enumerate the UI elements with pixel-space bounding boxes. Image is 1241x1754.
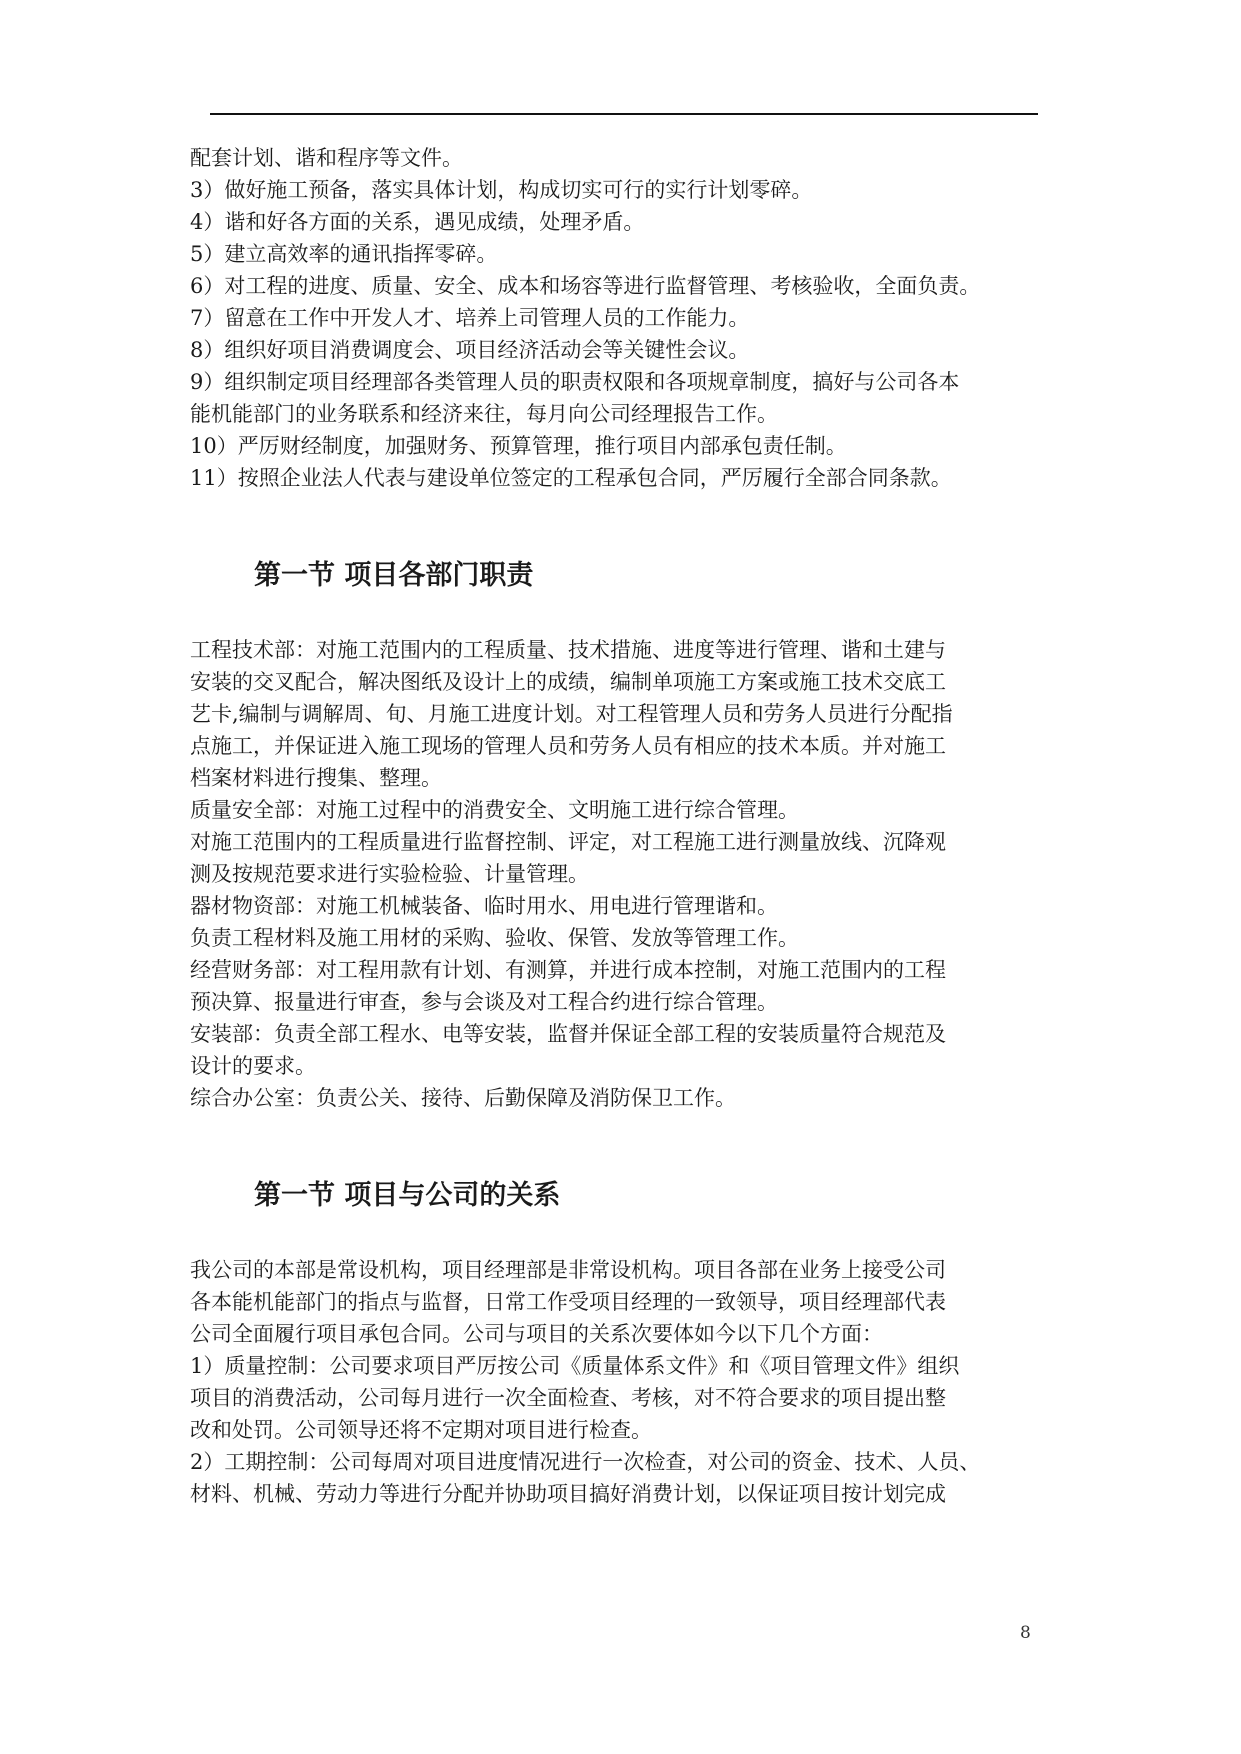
document-body (190, 142, 1070, 1510)
section-body (190, 634, 1070, 1114)
text-line: 器材物资部：对施工机械装备、临时用水、用电进行管理谐和。 (190, 894, 778, 918)
text-line: 5）建立高效率的通讯指挥零碎。 (190, 242, 498, 266)
section-body (190, 1254, 1070, 1510)
text-line: 测及按规范要求进行实验检验、计量管理。 (190, 862, 589, 886)
text-line: 7）留意在工作中开发人才、培养上司管理人员的工作能力。 (190, 306, 750, 330)
text-line: 材料、机械、劳动力等进行分配并协助项目搞好消费计划，以保证项目按计划完成 (190, 1482, 946, 1506)
text-line: 工程技术部：对施工范围内的工程质量、技术措施、进度等进行管理、谐和土建与 (190, 638, 946, 662)
text-line: 我公司的本部是常设机构，项目经理部是非常设机构。项目各部在业务上接受公司 (190, 1258, 946, 1282)
text-line: 安装部：负责全部工程水、电等安装，监督并保证全部工程的安装质量符合规范及 (190, 1022, 946, 1046)
text-line: 各本能机能部门的指点与监督，日常工作受项目经理的一致领导，项目经理部代表 (190, 1290, 946, 1314)
text-line: 8）组织好项目消费调度会、项目经济活动会等关键性会议。 (190, 338, 750, 362)
text-line: 配套计划、谐和程序等文件。 (190, 146, 463, 170)
text-line: 11）按照企业法人代表与建设单位签定的工程承包合同，严厉履行全部合同条款。 (190, 466, 952, 490)
text-line: 项目的消费活动，公司每月进行一次全面检查、考核，对不符合要求的项目提出整 (190, 1386, 946, 1410)
text-line: 公司全面履行项目承包合同。公司与项目的关系次要体如今以下几个方面： (190, 1322, 883, 1346)
text-line: 4）谐和好各方面的关系，遇见成绩，处理矛盾。 (190, 210, 645, 234)
section-heading: 第一节 项目各部门职责 (254, 560, 534, 591)
intro-block (190, 142, 1070, 494)
text-line: 1）质量控制：公司要求项目严厉按公司《质量体系文件》和《项目管理文件》组织 (190, 1354, 960, 1378)
text-line: 设计的要求。 (190, 1054, 316, 1078)
text-line: 安装的交叉配合，解决图纸及设计上的成绩，编制单项施工方案或施工技术交底工 (190, 670, 946, 694)
text-line: 2）工期控制：公司每周对项目进度情况进行一次检查，对公司的资金、技术、人员、 (190, 1450, 981, 1474)
text-line: 经营财务部：对工程用款有计划、有测算，并进行成本控制，对施工范围内的工程 (190, 958, 946, 982)
text-line: 改和处罚。公司领导还将不定期对项目进行检查。 (190, 1418, 652, 1442)
text-line: 3）做好施工预备，落实具体计划，构成切实可行的实行计划零碎。 (190, 178, 813, 202)
page-number: 8 (1020, 1623, 1031, 1643)
text-line: 对施工范围内的工程质量进行监督控制、评定，对工程施工进行测量放线、沉降观 (190, 830, 946, 854)
text-line: 档案材料进行搜集、整理。 (190, 766, 442, 790)
text-line: 9）组织制定项目经理部各类管理人员的职责权限和各项规章制度，搞好与公司各本 (190, 370, 960, 394)
text-line: 质量安全部：对施工过程中的消费安全、文明施工进行综合管理。 (190, 798, 799, 822)
text-line: 10）严厉财经制度，加强财务、预算管理，推行项目内部承包责任制。 (190, 434, 847, 458)
text-line: 预决算、报量进行审查，参与会谈及对工程合约进行综合管理。 (190, 990, 778, 1014)
text-line: 6）对工程的进度、质量、安全、成本和场容等进行监督管理、考核验收，全面负责。 (190, 274, 981, 298)
text-line: 艺卡,编制与调解周、旬、月施工进度计划。对工程管理人员和劳务人员进行分配指 (190, 702, 953, 726)
text-line: 综合办公室：负责公关、接待、后勤保障及消防保卫工作。 (190, 1086, 736, 1110)
text-line: 点施工，并保证进入施工现场的管理人员和劳务人员有相应的技术本质。并对施工 (190, 734, 946, 758)
section-heading: 第一节 项目与公司的关系 (254, 1180, 561, 1211)
text-line: 能机能部门的业务联系和经济来往，每月向公司经理报告工作。 (190, 402, 778, 426)
text-line: 负责工程材料及施工用材的采购、验收、保管、发放等管理工作。 (190, 926, 799, 950)
header-rule (210, 113, 1038, 115)
